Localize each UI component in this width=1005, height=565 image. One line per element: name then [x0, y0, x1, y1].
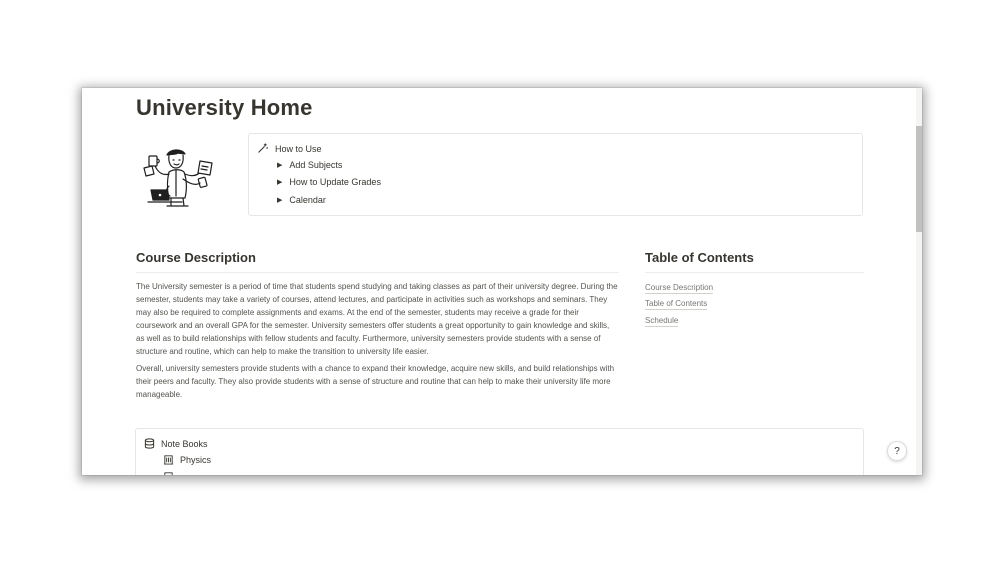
notebooks-header[interactable] [144, 438, 208, 449]
scrollbar-thumb[interactable] [916, 126, 922, 232]
how-to-use-callout [248, 133, 863, 216]
toc-link-table-of-contents[interactable]: Table of Contents [645, 299, 708, 308]
building-icon [163, 471, 174, 475]
callout-header [257, 143, 322, 154]
toc-link-course-description[interactable]: Course Description [645, 283, 714, 292]
magic-wand-icon [257, 143, 268, 154]
notebook-item-physics[interactable] [163, 454, 211, 465]
toggle-label: Calendar [289, 195, 326, 205]
divider [136, 272, 619, 273]
triangle-right-icon[interactable]: ▶ [277, 178, 283, 186]
notebooks-title: Note Books [161, 438, 208, 449]
triangle-right-icon[interactable]: ▶ [277, 196, 283, 204]
toc-link-schedule[interactable]: Schedule [645, 316, 679, 325]
notebooks-block [135, 428, 864, 475]
callout-title: How to Use [275, 143, 322, 154]
toggle-label: Add Subjects [289, 160, 343, 170]
toggle-label: How to Update Grades [289, 177, 381, 187]
notebook-item-label: Physics [180, 454, 212, 465]
toc-heading: Table of Contents [645, 250, 754, 265]
student-illustration [138, 146, 218, 210]
help-button[interactable]: ? [887, 441, 907, 461]
database-icon [144, 438, 155, 449]
course-description-heading: Course Description [136, 250, 256, 265]
course-paragraph-1: The University semester is a period of time that students spend studying and taking classes as part of their university degree. During the semester, students may take a variety of courses, attend lectures, and participate in activities such as workshops and seminars. They may also be required to complete assignments and exams. At the end of the semester, students may receive a grade for their coursework and an overall GPA for the semester. University semesters offer students a great opportunity to gain knowledge and skills, as well as to build relationships with fellow students and faculty. Furthermore, university semesters provide students with a sense of structure and routine, which can help to make the transition to university life easier. [136, 282, 618, 356]
course-paragraph-2: Overall, university semesters provide students with a chance to expand their knowledge, acquire new skills, and build relationships with their peers and faculty. They also provide students with a sense of structure and routine that can help to make their university life more manageable. [136, 364, 615, 399]
notion-window [82, 88, 922, 475]
notebook-item-partial[interactable] [163, 471, 174, 475]
triangle-right-icon[interactable]: ▶ [277, 161, 283, 169]
course-description-text [136, 280, 619, 405]
toggle-calendar[interactable] [277, 195, 326, 205]
toggle-update-grades[interactable] [277, 177, 381, 187]
page-title: University Home [136, 95, 313, 120]
divider [645, 272, 864, 273]
toggle-add-subjects[interactable] [277, 160, 342, 170]
building-icon [163, 454, 174, 465]
